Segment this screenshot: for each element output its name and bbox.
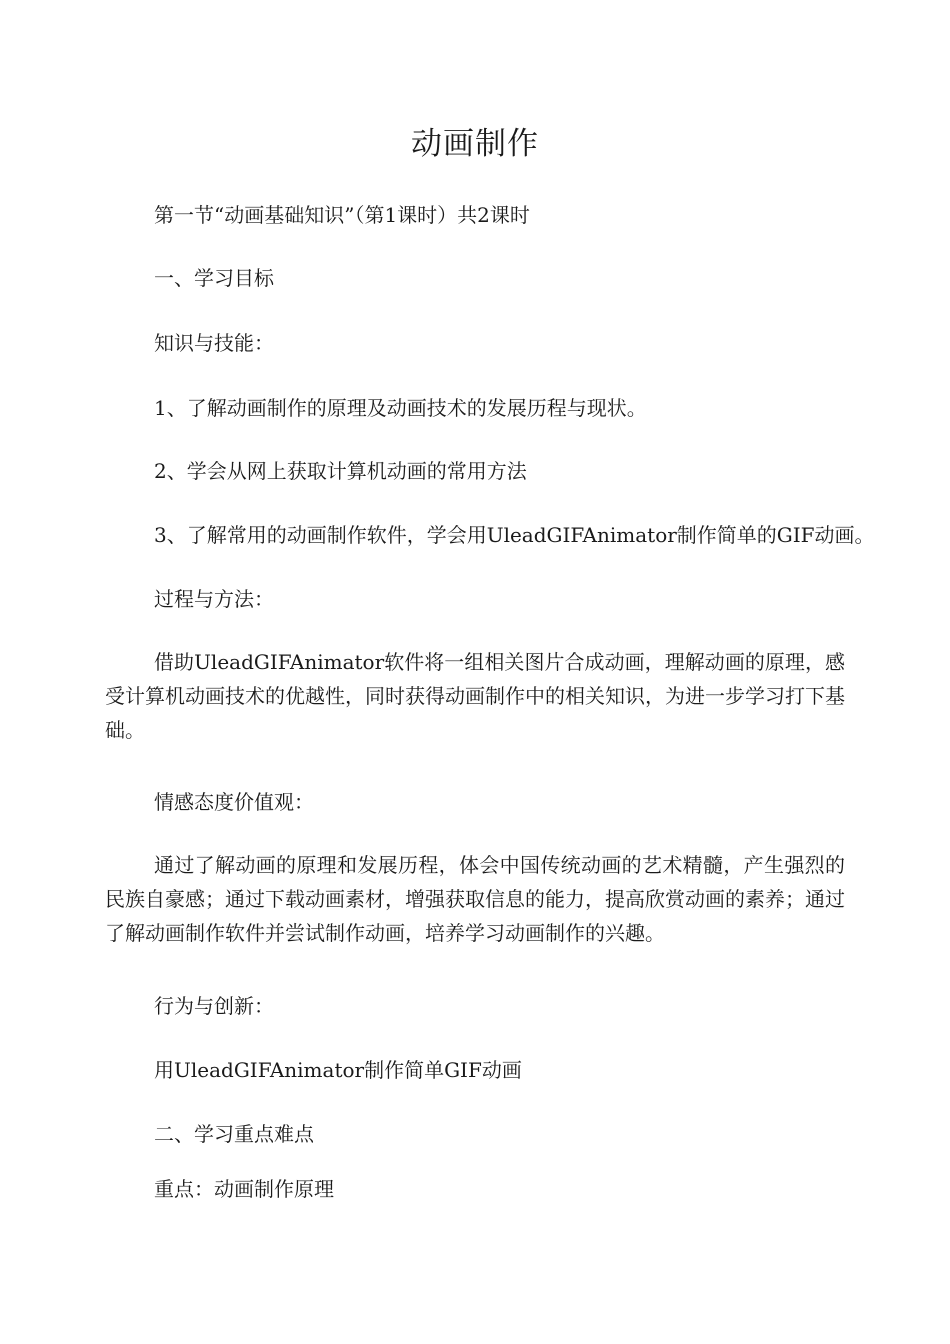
section1-heading: 一、学习目标 (154, 266, 274, 290)
knowledge-item-1: 1、了解动画制作的原理及动画技术的发展历程与现状。 (154, 396, 647, 420)
knowledge-heading: 知识与技能： (154, 331, 274, 355)
lesson-line: 第一节“动画基础知识”（第1课时）共2课时 (154, 203, 530, 227)
process-paragraph: 借助UleadGIFAnimator软件将一组相关图片合成动画，理解动画的原理，感受计算机动画技术的优越性，同时获得动画制作中的相关知识，为进一步学习打下基础。 (105, 650, 845, 742)
behavior-text: 用UleadGIFAnimator制作简单GIF动画 (154, 1058, 522, 1082)
knowledge-item-2: 2、学会从网上获取计算机动画的常用方法 (154, 459, 527, 483)
section2-heading: 二、学习重点难点 (154, 1122, 314, 1146)
document-title: 动画制作 (411, 126, 539, 162)
process-heading: 过程与方法： (154, 587, 274, 611)
emotion-heading: 情感态度价值观： (154, 790, 314, 814)
emotion-paragraph: 通过了解动画的原理和发展历程，体会中国传统动画的艺术精髓，产生强烈的民族自豪感；通过下载动画素材，增强获取信息的能力，提高欣赏动画的素养；通过了解动画制作软件并尝试制作动画，培养学习动画制作的兴趣。 (105, 853, 845, 945)
key-point: 重点：动画制作原理 (154, 1177, 334, 1201)
knowledge-item-3: 3、了解常用的动画制作软件，学会用UleadGIFAnimator制作简单的GIF动画。 (154, 523, 875, 547)
behavior-heading: 行为与创新： (154, 994, 274, 1018)
